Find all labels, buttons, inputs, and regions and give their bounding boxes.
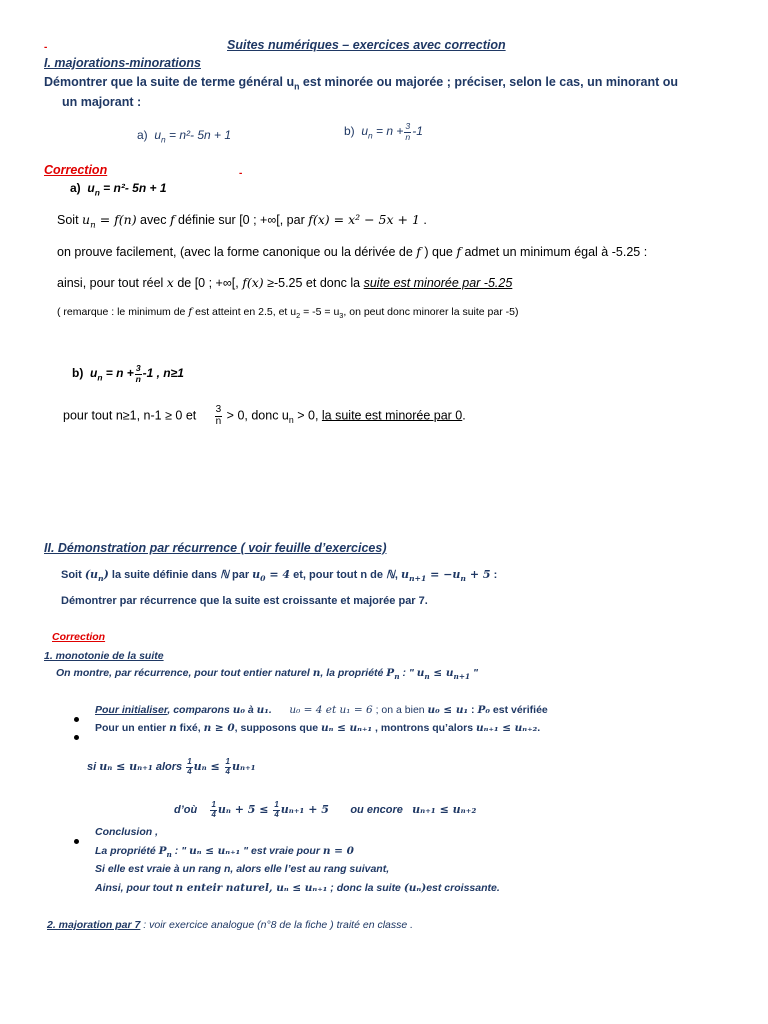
item-b: b) $u_n = n$ + $\frac{3}{n}$ -1: [344, 121, 423, 142]
correction-a-title: a) $u_n = n^2-$ 5n + 1: [70, 181, 167, 198]
bullet-init: [74, 709, 79, 727]
exercise-1-statement-line2: un majorant :: [62, 95, 142, 109]
exercise-1-statement-line1: Démontrer que la suite de terme général $u_n$ est minorée ou majorée ; préciser, selon le cas, un minorant ou: [44, 75, 679, 92]
section-2-heading: II. Démonstration par récurrence ( voir feuille d’exercices): [44, 541, 387, 555]
small-mark-2: -: [239, 168, 243, 179]
subsection-1-statement: On montre, par récurrence, pour tout entier naturel n, la propriété $P_n$ : " $u_n \le u_{n+1}$ ": [56, 667, 479, 682]
correction-a-line1: Soit $u_n = f(n)$ avec f définie sur [0 ; +∞[, par f(x) = x² − 5x + 1 .: [57, 212, 427, 231]
small-mark: -: [44, 42, 48, 53]
correction-a-line3: ainsi, pour tout réel x de [0 ; +∞[, f(x) ≥-5.25 et donc la suite est minorée par -5.25: [57, 275, 513, 290]
bullet-step: [74, 727, 79, 745]
correction-label-2: Correction: [52, 631, 106, 643]
item-a: a) $u_n = n^2-$ 5n + 1: [137, 128, 232, 145]
exercise-2-statement: Soit $(u_n)$ la suite définie dans ℕ par $u_0 = 4$ et, pour tout n de ℕ, $u_{n+1} = -u_n + 5$ :: [61, 568, 498, 584]
dou-line: d’où $\frac{1}{4}$ uₙ + 5 ≤ $\frac{1}{4}$ uₙ₊₁ + 5 ou encore uₙ₊₁ ≤ uₙ₊₂: [174, 800, 477, 819]
subsection-2-text: : voir exercice analogue (n°8 de la fiche ) traité en classe .: [140, 919, 414, 931]
section-1-heading: I. majorations-minorations: [44, 56, 201, 70]
subsection-2-heading: 2. majoration par 7: [47, 919, 141, 931]
correction-b-title: b) $u_n = n$ + $\frac{3}{n}$ -1 , n≥1: [72, 363, 184, 384]
bullet-conclusion: [74, 831, 79, 849]
subsection-2: [47, 919, 413, 931]
correction-a-line2: on prouve facilement, (avec la forme canonique ou la dérivée de f ) que f admet un minimum égal à -5.25 :: [57, 244, 648, 259]
correction-a-remark: ( remarque : le minimum de f est atteint en 2.5, et $u_2 = -5 = u_3$, on peut donc minorer la suite par -5): [57, 306, 519, 321]
bullet-dot: [74, 735, 79, 740]
correction-b-line: pour tout n≥1, n-1 ≥ 0 et $\frac{3}{n}$ > 0, donc $u_n > 0$, la suite est minorée par 0.: [63, 404, 466, 427]
initialisation-line: Pour initialiser, comparons u₀ à u₁. u₀ = 4 et u₁ = 6 ; on a bien u₀ ≤ u₁ : P₀ est vérifiée: [95, 704, 548, 716]
correction-label-1: Correction: [44, 163, 108, 177]
conclusion-line3: Ainsi, pour tout n enteir naturel, uₙ ≤ uₙ₊₁ ; donc la suite (uₙ)est croissante.: [95, 882, 500, 894]
conclusion-line1: La propriété $P_n$ : " uₙ ≤ uₙ₊₁ " est vraie pour n = 0: [95, 845, 354, 860]
conclusion-title: Conclusion ,: [95, 826, 158, 838]
exercise-2-task: Démontrer par récurrence que la suite est croissante et majorée par 7.: [61, 595, 428, 607]
si-alors-line: si uₙ ≤ uₙ₊₁ alors $\frac{1}{4}$ uₙ ≤ $\frac{1}{4}$ uₙ₊₁: [87, 757, 256, 776]
bullet-dot: [74, 717, 79, 722]
subsection-1-heading: 1. monotonie de la suite: [44, 650, 164, 662]
heredity-line: Pour un entier n fixé, n ≥ 0, supposons que uₙ ≤ uₙ₊₁ , montrons qu’alors uₙ₊₁ ≤ uₙ₊₂.: [95, 722, 541, 734]
page-title: Suites numériques – exercices avec correction: [227, 38, 506, 52]
bullet-dot: [74, 839, 79, 844]
conclusion-line2: Si elle est vraie à un rang n, alors elle l’est au rang suivant,: [95, 863, 390, 875]
